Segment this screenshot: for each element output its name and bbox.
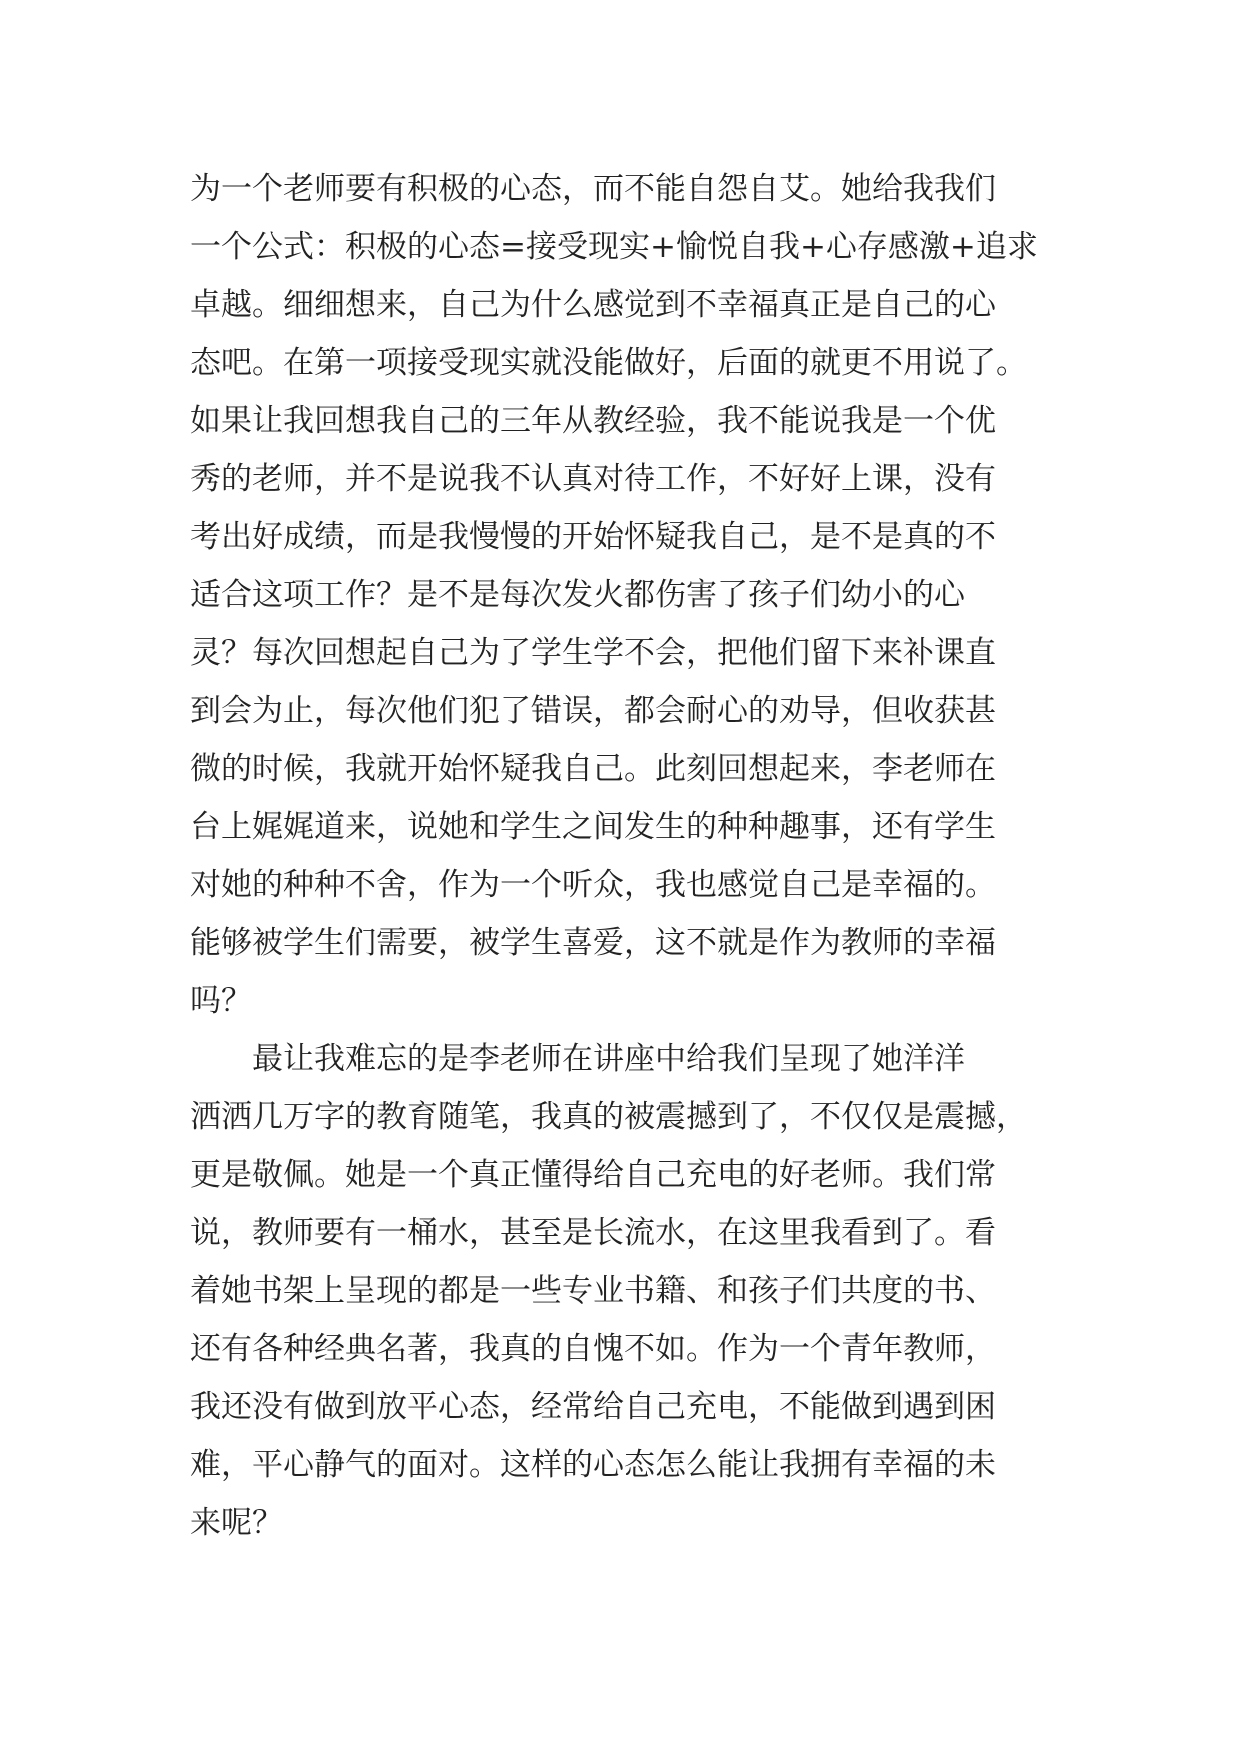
text-line: 秀的老师，并不是说我不认真对待工作，不好好上课，没有 — [190, 461, 996, 497]
text-line: 洒洒几万字的教育随笔，我真的被震撼到了，不仅仅是震撼， — [190, 1099, 1027, 1135]
text-line: 卓越。细细想来，自己为什么感觉到不幸福真正是自己的心 — [190, 287, 996, 323]
paragraph-1 — [190, 160, 1070, 1030]
text-line: 难，平心静气的面对。这样的心态怎么能让我拥有幸福的未 — [190, 1447, 996, 1483]
text-line: 考出好成绩，而是我慢慢的开始怀疑我自己，是不是真的不 — [190, 519, 996, 555]
text-line: 说，教师要有一桶水，甚至是长流水，在这里我看到了。看 — [190, 1215, 996, 1251]
text-line: 能够被学生们需要，被学生喜爱，这不就是作为教师的幸福 — [190, 925, 996, 961]
text-line: 更是敬佩。她是一个真正懂得给自己充电的好老师。我们常 — [190, 1157, 996, 1193]
text-line: 一个公式：积极的心态=接受现实+愉悦自我+心存感激+追求 — [190, 229, 1038, 265]
text-line: 吗？ — [190, 983, 252, 1019]
text-line: 台上娓娓道来，说她和学生之间发生的种种趣事，还有学生 — [190, 809, 996, 845]
text-line: 为一个老师要有积极的心态，而不能自怨自艾。她给我我们 — [190, 171, 996, 207]
text-line: 如果让我回想我自己的三年从教经验，我不能说我是一个优 — [190, 403, 996, 439]
text-line: 对她的种种不舍，作为一个听众，我也感觉自己是幸福的。 — [190, 867, 996, 903]
paragraph-2 — [190, 1030, 1070, 1552]
text-line: 灵？每次回想起自己为了学生学不会，把他们留下来补课直 — [190, 635, 996, 671]
text-line: 微的时候，我就开始怀疑我自己。此刻回想起来，李老师在 — [190, 751, 996, 787]
text-line: 着她书架上呈现的都是一些专业书籍、和孩子们共度的书、 — [190, 1273, 996, 1309]
text-line: 态吧。在第一项接受现实就没能做好，后面的就更不用说了。 — [190, 345, 1027, 381]
text-line: 到会为止，每次他们犯了错误，都会耐心的劝导，但收获甚 — [190, 693, 996, 729]
text-line: 来呢？ — [190, 1505, 283, 1541]
text-line: 我还没有做到放平心态，经常给自己充电，不能做到遇到困 — [190, 1389, 996, 1425]
text-line: 最让我难忘的是李老师在讲座中给我们呈现了她洋洋 — [190, 1041, 965, 1077]
text-line: 适合这项工作？是不是每次发火都伤害了孩子们幼小的心 — [190, 577, 965, 613]
text-line: 还有各种经典名著，我真的自愧不如。作为一个青年教师， — [190, 1331, 996, 1367]
